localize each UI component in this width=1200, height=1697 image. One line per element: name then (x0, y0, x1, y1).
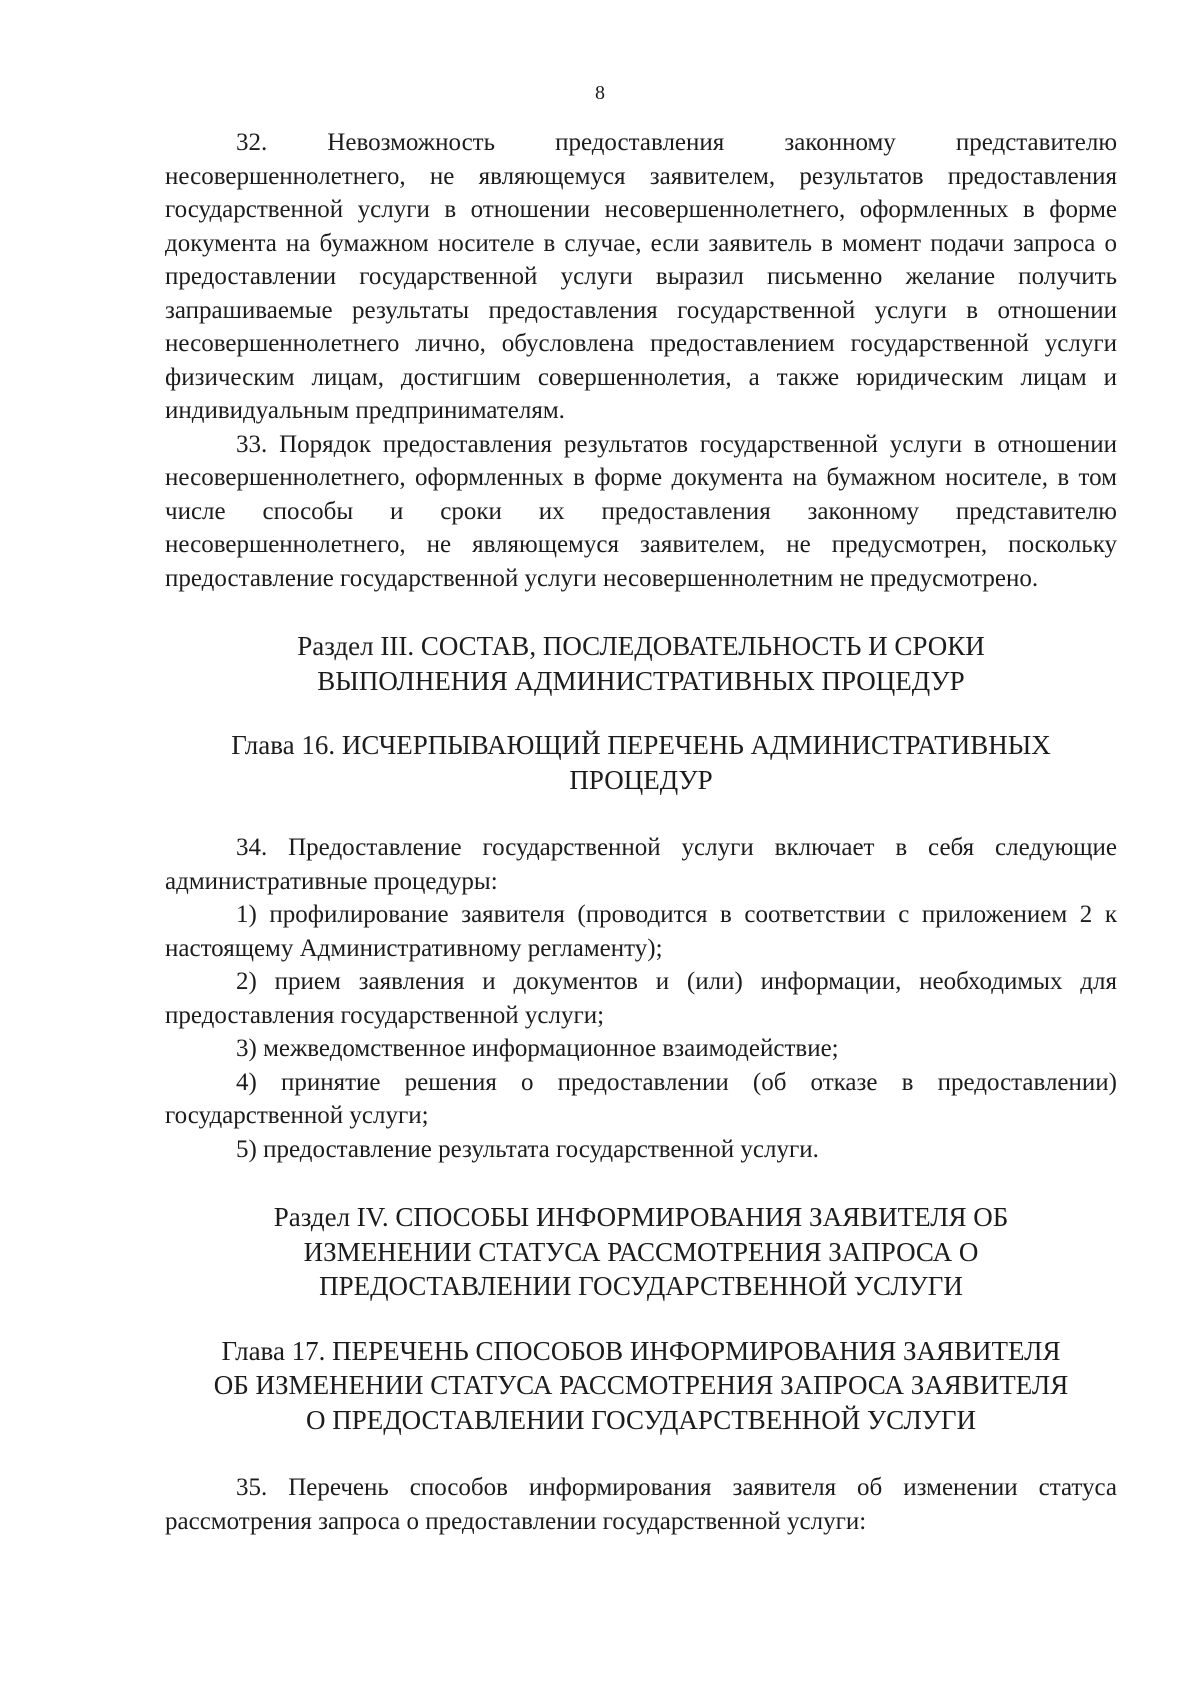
list-item: 5) предоставление результата государственной услуги. (236, 1135, 819, 1163)
section-4-heading-line-3: ПРЕДОСТАВЛЕНИИ ГОСУДАРСТВЕННОЙ УСЛУГИ (319, 1271, 963, 1301)
list-item: 3) межведомственное информационное взаимодействие; (236, 1035, 839, 1062)
section-4-heading-line-2: ИЗМЕНЕНИИ СТАТУСА РАССМОТРЕНИЯ ЗАПРОСА О (303, 1236, 979, 1267)
chapter-16-heading-line-2: ПРОЦЕДУР (569, 764, 713, 795)
section-3-heading-line-2: ВЫПОЛНЕНИЯ АДМИНИСТРАТИВНЫХ ПРОЦЕДУР (317, 665, 965, 696)
list-item: 2) прием заявления и документов и (или) информации, необходимых для предоставления государственной услуги; (165, 968, 1117, 1029)
section-4-heading-line-1: Раздел IV. СПОСОБЫ ИНФОРМИРОВАНИЯ ЗАЯВИТЕЛЯ ОБ (273, 1202, 1009, 1232)
section-3-heading (165, 629, 1117, 698)
paragraph-34: 34. Предоставление государственной услуги включает в себя следующие административные процедуры: (165, 834, 1117, 895)
paragraph-32: 32. Невозможность предоставления законному представителю несовершеннолетнего, не являющемуся заявителем, результатов предоставления государственной услуги в отношении несовершеннолетнего, оформленных в форме документа на бумажном носителе в случае, если заявитель в момент подачи запроса о предоставлении государственной услуги выразил письменно желание получить запрашиваемые результаты предоставления государственной услуги в отношении несовершеннолетнего лично, обусловлена предоставлением государственной услуги физическим лицам, достигшим совершеннолетия, а также юридическим лицам и индивидуальным предпринимателям. (165, 129, 1117, 424)
chapter-17-heading-line-2: ОБ ИЗМЕНЕНИИ СТАТУСА РАССМОТРЕНИЯ ЗАПРОСА ЗАЯВИТЕЛЯ (213, 1370, 1069, 1400)
chapter-17-heading (165, 1334, 1117, 1438)
document-body (165, 126, 1117, 1538)
page-number: 8 (595, 82, 605, 104)
chapter-17-heading-line-3: О ПРЕДОСТАВЛЕНИИ ГОСУДАРСТВЕННОЙ УСЛУГИ (306, 1404, 976, 1435)
list-item: 1) профилирование заявителя (проводится в соответствии с приложением 2 к настоящему Административному регламенту); (165, 901, 1117, 962)
chapter-16-heading-line-1: Глава 16. ИСЧЕРПЫВАЮЩИЙ ПЕРЕЧЕНЬ АДМИНИСТРАТИВНЫХ (231, 730, 1051, 760)
procedure-list (165, 898, 1117, 1166)
section-3-heading-line-1: Раздел III. СОСТАВ, ПОСЛЕДОВАТЕЛЬНОСТЬ И СРОКИ (297, 631, 985, 661)
paragraph-35: 35. Перечень способов информирования заявителя об изменении статуса рассмотрения запроса о предоставлении государственной услуги: (165, 1474, 1117, 1535)
chapter-17-heading-line-1: Глава 17. ПЕРЕЧЕНЬ СПОСОБОВ ИНФОРМИРОВАНИЯ ЗАЯВИТЕЛЯ (221, 1335, 1061, 1366)
chapter-16-heading (165, 728, 1117, 797)
list-item: 4) принятие решения о предоставлении (об отказе в предоставлении) государственной услуги; (165, 1068, 1117, 1129)
paragraph-33: 33. Порядок предоставления результатов государственной услуги в отношении несовершеннолетнего, оформленных в форме документа на бумажном носителе, в том числе способы и сроки их предоставления законному представителю несовершеннолетнего, не являющемуся заявителем, не предусмотрен, поскольку предоставление государственной услуги несовершеннолетним не предусмотрено. (165, 430, 1117, 592)
section-4-heading (165, 1200, 1117, 1304)
